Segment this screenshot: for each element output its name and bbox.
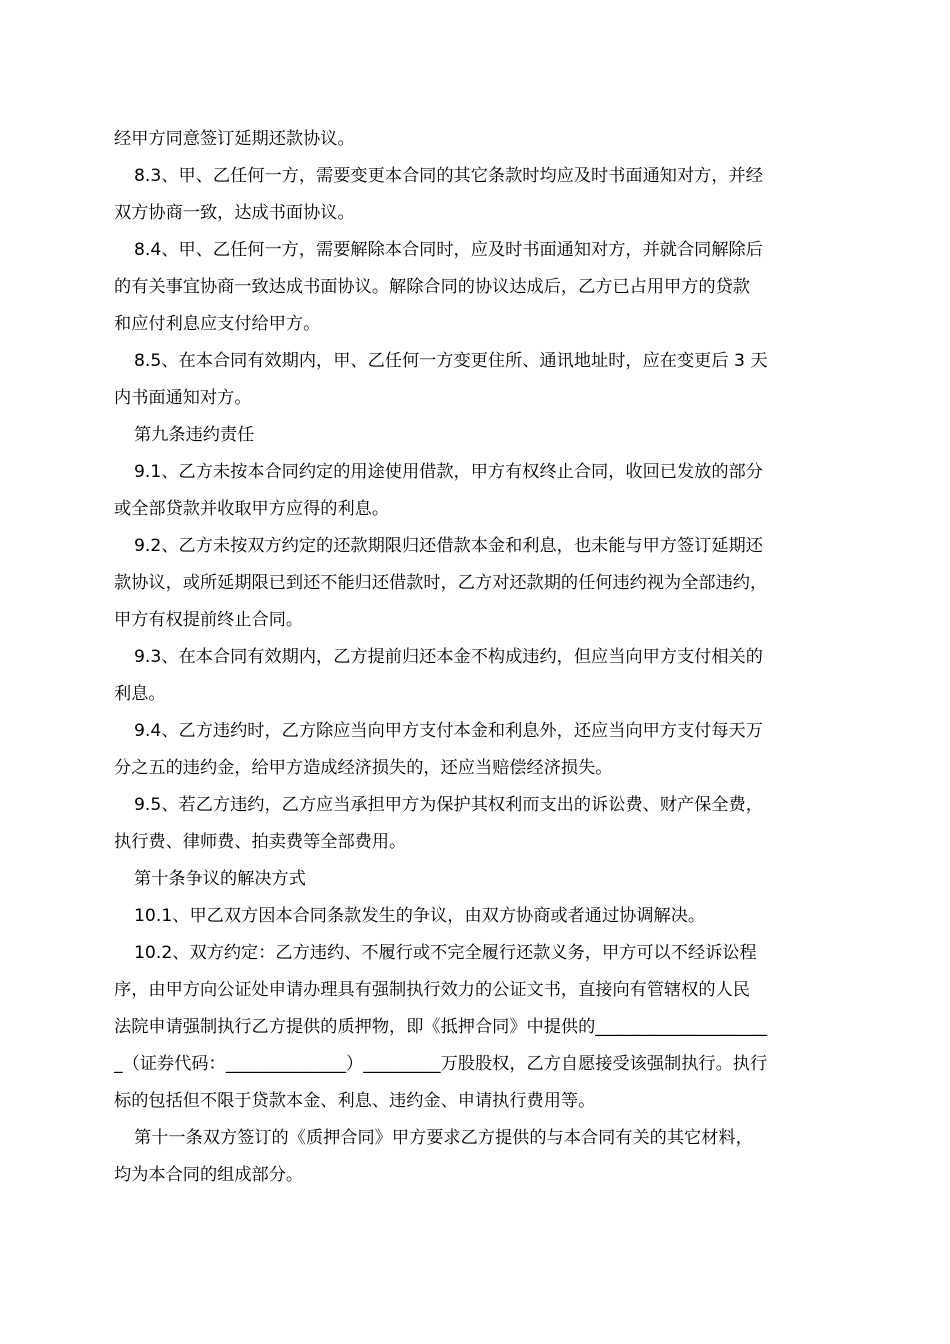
text-line: 内书面通知对方。	[114, 388, 252, 408]
clause-10-1: 10.1、甲乙双方因本合同条款发生的争议，由双方协商或者通过协调解决。	[134, 906, 706, 926]
clause-9-4: 9.4、乙方违约时，乙方除应当向甲方支付本金和利息外，还应当向甲方支付每天万	[134, 721, 763, 741]
clause-9-3: 9.3、在本合同有效期内，乙方提前归还本金不构成违约，但应当向甲方支付相关的	[134, 647, 763, 667]
clause-8-5: 8.5、在本合同有效期内，甲、乙任何一方变更住所、通讯地址时，应在变更后 3 天	[134, 351, 768, 371]
text-line: 经甲方同意签订延期还款协议。	[114, 129, 355, 149]
clause-9-2: 9.2、乙方未按双方约定的还款期限归还借款本金和利息，也未能与甲方签订延期还	[134, 536, 763, 556]
text-line: 标的包括但不限于贷款本金、利息、违约金、申请执行费用等。	[114, 1091, 596, 1111]
clause-9-1: 9.1、乙方未按本合同约定的用途使用借款，甲方有权终止合同，收回已发放的部分	[134, 462, 763, 482]
clause-8-3: 8.3、甲、乙任何一方，需要变更本合同的其它条款时均应及时书面通知对方，并经	[134, 166, 763, 186]
text-line: 款协议，或所延期限已到还不能归还借款时，乙方对还款期的任何违约视为全部违约，	[114, 573, 768, 593]
text-line: 和应付利息应支付给甲方。	[114, 314, 321, 334]
text-line: 分之五的违约金，给甲方造成经济损失的，还应当赔偿经济损失。	[114, 758, 613, 778]
text-line: 均为本合同的组成部分。	[114, 1165, 304, 1185]
clause-8-4: 8.4、甲、乙任何一方，需要解除本合同时，应及时书面通知对方，并就合同解除后	[134, 240, 763, 260]
clause-9-5: 9.5、若乙方违约，乙方应当承担甲方为保护其权利而支出的诉讼费、财产保全费，	[134, 795, 763, 815]
article-9-heading: 第九条违约责任	[134, 425, 255, 445]
text-line: _（证券代码：______________）_________万股股权，乙方自愿接受该强制执行。执行	[114, 1054, 768, 1074]
text-line: 法院申请强制执行乙方提供的质押物，即《抵押合同》中提供的____________________	[114, 1017, 768, 1037]
text-line: 的有关事宜协商一致达成书面协议。解除合同的协议达成后，乙方已占用甲方的贷款	[114, 277, 750, 297]
text-line: 双方协商一致，达成书面协议。	[114, 203, 355, 223]
text-line: 序，由甲方向公证处申请办理具有强制执行效力的公证文书，直接向有管辖权的人民	[114, 980, 750, 1000]
text-line: 利息。	[114, 684, 166, 704]
text-line: 执行费、律师费、拍卖费等全部费用。	[114, 832, 407, 852]
clause-10-2: 10.2、双方约定：乙方违约、不履行或不完全履行还款义务，甲方可以不经诉讼程	[134, 943, 757, 963]
article-11: 第十一条双方签订的《质押合同》甲方要求乙方提供的与本合同有关的其它材料，	[134, 1128, 753, 1148]
text-line: 甲方有权提前终止合同。	[114, 610, 304, 630]
text-line: 或全部贷款并收取甲方应得的利息。	[114, 499, 390, 519]
article-10-heading: 第十条争议的解决方式	[134, 869, 306, 889]
